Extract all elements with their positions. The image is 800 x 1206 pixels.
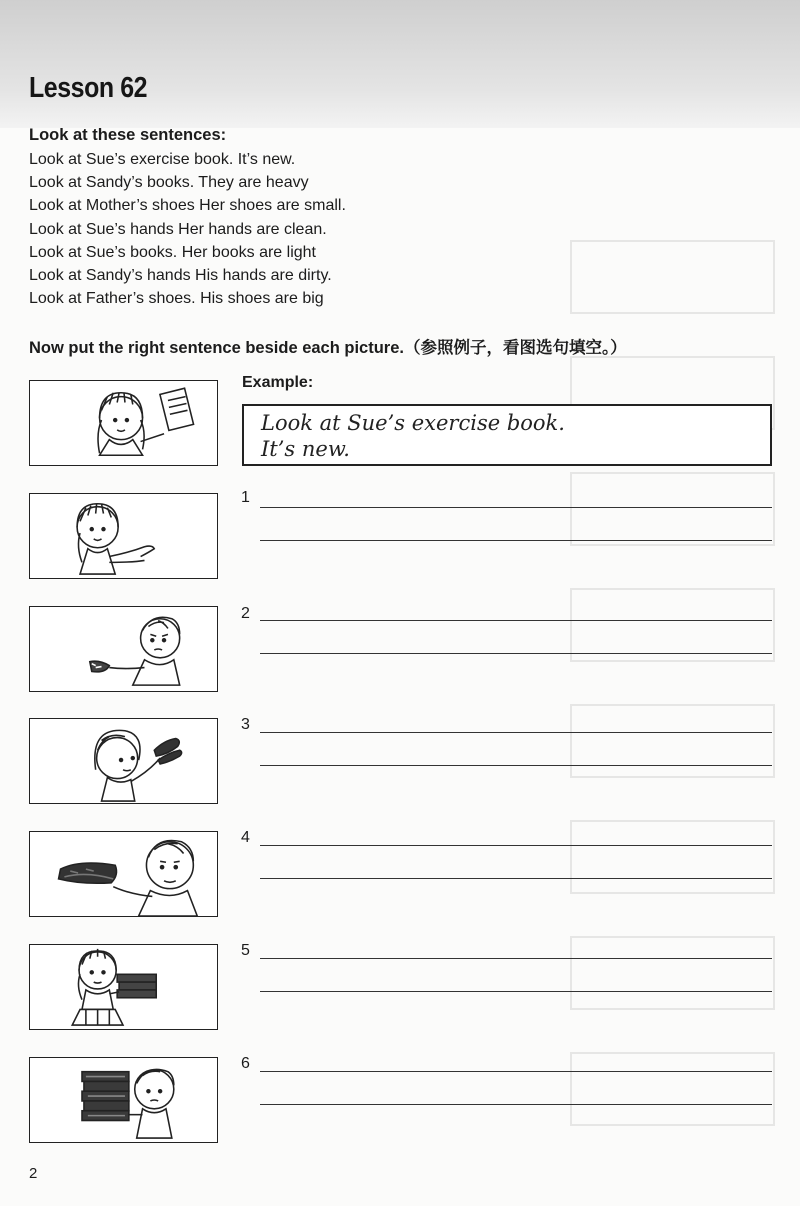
boy-dirty-hands-illustration [30, 607, 217, 691]
exercise-picture-6 [29, 1057, 218, 1143]
answer-line-1a[interactable] [260, 507, 772, 508]
sentence-item: Look at Sue’s exercise book. It’s new. [29, 151, 296, 168]
sentence-item: Look at Sandy’s hands His hands are dirty. [29, 266, 332, 284]
answer-line-4a[interactable] [260, 845, 772, 846]
example-answer-box [242, 404, 772, 466]
exercise-picture-5 [29, 944, 218, 1030]
exercise-picture-1 [29, 493, 218, 579]
girl-light-books-illustration [30, 945, 217, 1029]
answer-line-1b[interactable] [260, 540, 772, 541]
sentence-item: Look at Sue’s hands Her hands are clean. [29, 220, 327, 238]
exercise-number-5: 5 [241, 942, 250, 959]
exercise-picture-4 [29, 831, 218, 917]
scan-top-band [0, 0, 800, 128]
exercise-picture-2 [29, 606, 218, 692]
sentence-item: Look at Mother’s shoes Her shoes are small. [29, 197, 346, 215]
answer-line-5a[interactable] [260, 958, 772, 959]
sentence-item: Look at Sue’s books. Her books are light [29, 243, 316, 261]
man-big-shoes-illustration [30, 832, 217, 916]
answer-line-3a[interactable] [260, 732, 772, 733]
answer-line-4b[interactable] [260, 878, 772, 879]
sentence-list [29, 148, 346, 310]
exercise-number-3: 3 [241, 716, 250, 733]
sentence-item: Look at Father’s shoes. His shoes are big [29, 290, 324, 308]
woman-small-shoes-illustration [30, 719, 217, 803]
example-picture [29, 380, 218, 466]
boy-heavy-books-illustration [30, 1058, 217, 1142]
answer-line-2b[interactable] [260, 653, 772, 654]
exercise-picture-3 [29, 718, 218, 804]
answer-line-5b[interactable] [260, 991, 772, 992]
answer-line-2a[interactable] [260, 620, 772, 621]
answer-line-6b[interactable] [260, 1104, 772, 1105]
lesson-title: Lesson 62 [29, 72, 148, 104]
intro-heading: Look at these sentences: [29, 126, 227, 144]
answer-line-3b[interactable] [260, 765, 772, 766]
exercise-number-2: 2 [241, 605, 250, 622]
example-label: Example: [242, 374, 314, 391]
instruction-text: Now put the right sentence beside each picture.（参照例子，看图选句填空。） [29, 339, 627, 357]
girl-clean-hands-illustration [30, 494, 217, 578]
exercise-number-6: 6 [241, 1055, 250, 1072]
exercise-number-4: 4 [241, 829, 250, 846]
sentence-item: Look at Sandy’s books. They are heavy [29, 174, 309, 192]
show-through-background [570, 240, 775, 1120]
example-line-2: It’s new. [261, 437, 350, 461]
answer-line-6a[interactable] [260, 1071, 772, 1072]
girl-book-illustration [30, 381, 217, 465]
example-line-1: Look at Sue’s exercise book. [261, 411, 565, 435]
exercise-number-1: 1 [241, 489, 250, 506]
page-number: 2 [29, 1165, 38, 1182]
